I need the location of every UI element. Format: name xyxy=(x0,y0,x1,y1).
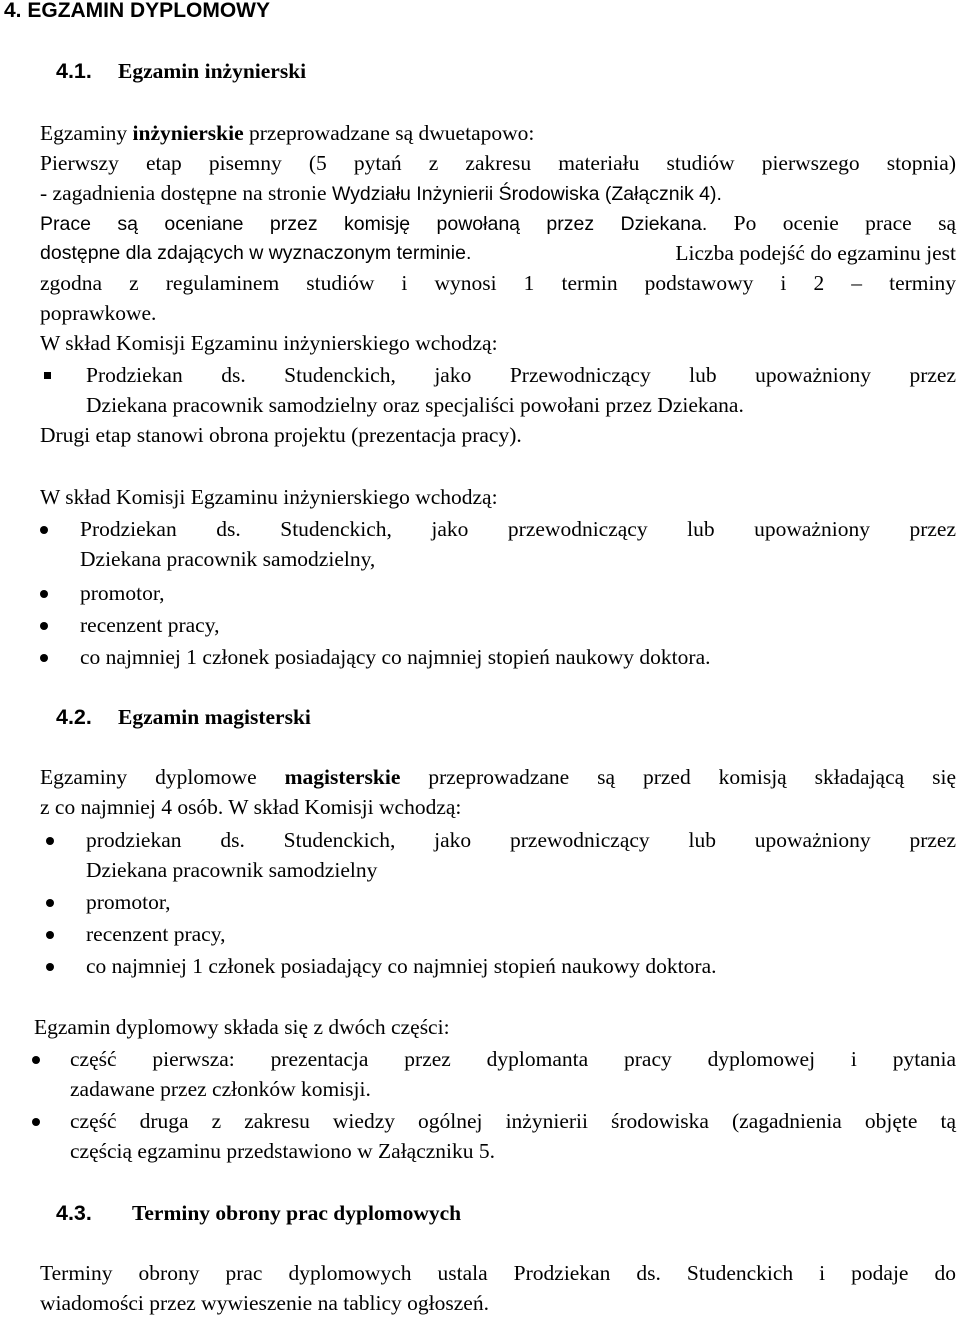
bullet-icon xyxy=(40,654,48,662)
bullet-icon xyxy=(46,837,54,845)
list-item: promotor, xyxy=(86,890,171,914)
bullet-icon xyxy=(40,590,48,598)
section-number: 4.3. xyxy=(56,1201,92,1225)
bold-term: magisterskie xyxy=(284,765,401,789)
paragraph-line: z co najmniej 4 osób. W skład Komisji wchodzą: xyxy=(40,795,462,819)
list-item: co najmniej 1 członek posiadający co najmniej stopień naukowy doktora. xyxy=(86,954,717,978)
section-title: Egzamin inżynierski xyxy=(118,59,307,83)
bullet-icon xyxy=(32,1056,40,1064)
paragraph-line: Drugi etap stanowi obrona projektu (prezentacja pracy). xyxy=(40,423,522,447)
list-item: recenzent pracy, xyxy=(86,922,226,946)
bullet-icon xyxy=(46,899,54,907)
committee-lead: W skład Komisji Egzaminu inżynierskiego wchodzą: xyxy=(40,331,498,355)
paragraph-line: Egzamin dyplomowy składa się z dwóch części: xyxy=(34,1015,450,1039)
section-number: 4.1. xyxy=(56,59,92,83)
bullet-icon xyxy=(46,963,54,971)
list-item: Prodziekan ds. Studenckich, jako Przewodniczący lub upoważniony przez Dziekana pracownik samodzielny oraz specjaliści powołani przez Dziekana. xyxy=(86,363,956,417)
chapter-heading: 4. EGZAMIN DYPLOMOWY xyxy=(4,0,271,22)
paragraph-line: wiadomości przez wywieszenie na tablicy ogłoszeń. xyxy=(40,1291,489,1315)
bullet-icon xyxy=(40,622,48,630)
paragraph-line: Pierwszy etap pisemny (5 pytań z zakresu materiału studiów pierwszego stopnia) xyxy=(40,151,956,175)
intro-line: Egzaminy inżynierskie przeprowadzane są dwuetapowo: xyxy=(40,121,535,145)
list-item: co najmniej 1 członek posiadający co najmniej stopień naukowy doktora. xyxy=(80,645,711,669)
section-4-1-committee xyxy=(40,482,956,512)
bullet-icon xyxy=(32,1118,40,1126)
section-heading-4-1 xyxy=(56,56,306,86)
list-item: Prodziekan ds. Studenckich, jako przewodniczący lub upoważniony przez Dziekana pracownik samodzielny, xyxy=(80,517,956,571)
list-item: część pierwsza: prezentacja przez dyplomanta pracy dyplomowej i pytania zadawane przez członków komisji. xyxy=(70,1047,956,1101)
section-title: Egzamin magisterski xyxy=(118,705,311,729)
section-4-3-body xyxy=(40,1258,956,1318)
committee-lead: W skład Komisji Egzaminu inżynierskiego wchodzą: xyxy=(40,485,498,509)
list-item: recenzent pracy, xyxy=(80,613,220,637)
section-4-1-body xyxy=(40,118,956,358)
section-heading-4-3 xyxy=(56,1198,461,1228)
intro-line: Egzaminy dyplomowe magisterskie przeprowadzane są przed komisją składającą się xyxy=(40,765,957,789)
paragraph-line: dostępne dla zdających w wyznaczonym terminie. Liczba podejść do egzaminu jest xyxy=(40,241,956,265)
bullet-icon xyxy=(46,931,54,939)
paragraph-line: Prace są oceniane przez komisję powołaną przez Dziekana. Po ocenie prace są xyxy=(40,211,956,235)
bold-term: inżynierskie xyxy=(132,121,244,145)
square-bullet-icon xyxy=(44,372,51,379)
section-heading-4-2 xyxy=(56,702,311,732)
paragraph-line: - zagadnienia dostępne na stronie Wydziału Inżynierii Środowiska (Załącznik 4). xyxy=(40,181,722,205)
section-title: Terminy obrony prac dyplomowych xyxy=(132,1201,462,1225)
section-4-2-body xyxy=(40,762,956,822)
parts-lead-block xyxy=(34,1012,950,1042)
section-number: 4.2. xyxy=(56,705,92,729)
bullet-icon xyxy=(40,526,48,534)
list-item: promotor, xyxy=(80,581,165,605)
list-item: część druga z zakresu wiedzy ogólnej inżynierii środowiska (zagadnienia objęte tą częścią egzaminu przedstawiono w Załączniku 5. xyxy=(70,1109,956,1163)
list-item: prodziekan ds. Studenckich, jako przewodniczący lub upoważniony przez Dziekana pracownik samodzielny xyxy=(86,828,956,882)
paragraph-line: zgodna z regulaminem studiów i wynosi 1 termin podstawowy i 2 – terminy xyxy=(40,271,956,295)
section-4-1-stage2 xyxy=(40,420,956,450)
paragraph-line: poprawkowe. xyxy=(40,301,157,325)
paragraph-line: Terminy obrony prac dyplomowych ustala Prodziekan ds. Studenckich i podaje do xyxy=(40,1261,956,1285)
